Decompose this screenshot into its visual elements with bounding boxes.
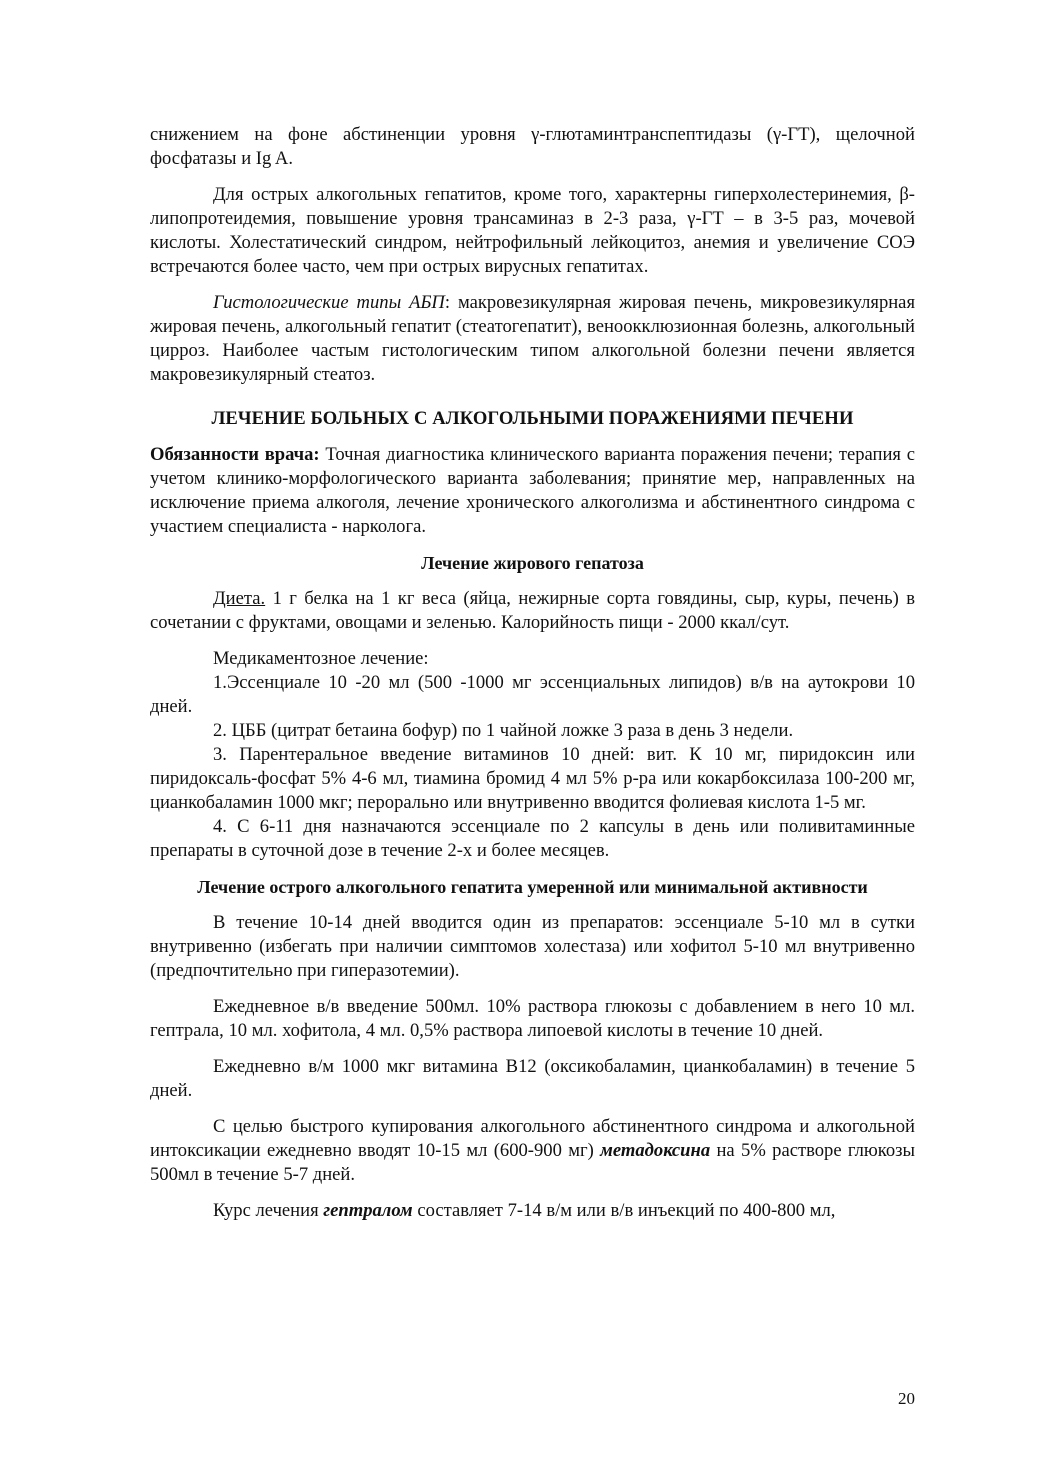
diet-text: 1 г белка на 1 кг веса (яйца, нежирные сорта говядины, сыр, куры, печень) в сочетании с фруктами, овощами и зеленью. Калорийность пищи - 2000 ккал/сут. [150,588,915,633]
heading-acute-hepatitis: Лечение острого алкогольного гепатита умеренной или минимальной активности [197,877,868,897]
metadoxine-pre: С целью быстрого купирования алкогольного абстинентного синдрома и алкогольной интоксикации ежедневно вводят 10-15 мл (600-900 мг) [150,1116,915,1161]
medication-item-3: 3. Парентеральное введение витаминов 10 дней: вит. К 10 мг, пиридоксин или пиридоксаль-фосфат 5% 4-6 мл, тиамина бромид 4 мл 5% р-ра или кокарбоксилаза 100-200 мг, цианкобаламин 1000 мкг; перорально или внутривенно вводится фолиевая кислота 1-5 мг. [150,744,915,813]
paragraph-acute-5 [150,1199,915,1223]
paragraph-acute-2: Ежедневное в/в введение 500мл. 10% раствора глюкозы с добавлением в него 10 мл. гептрала, 10 мл. хофитола, 4 мл. 0,5% раствора липоевой кислоты в течение 10 дней. [150,996,915,1041]
medication-item-2: 2. ЦББ (цитрат бетаина бофур) по 1 чайной ложке 3 раза в день 3 недели. [213,720,794,741]
duties-text: Точная диагностика клинического варианта поражения печени; терапия с учетом клинико-морфологического варианта заболевания; принятие мер, направленных на исключение приема алкоголя, лечение хронического алкоголизма и абстинентного синдрома с участием специалиста - нарколога. [150,444,915,537]
document-page [150,123,915,1223]
histology-text: : макровезикулярная жировая печень, микровезикулярная жировая печень, алкогольный гепатит (стеатогепатит), веноокклюзионная болезнь, алкогольный цирроз. Наиболее частым гистологическим типом алкогольной болезни печени является макровезикулярный стеатоз. [150,292,915,385]
heptral-pre: Курс лечения [213,1200,324,1221]
paragraph-histology [150,291,915,387]
duties-label: Обязанности врача: [150,444,320,465]
metadoxine-drug: метадоксина [600,1140,711,1161]
paragraph-acute-1: В течение 10-14 дней вводится один из препаратов: эссенциале 5-10 мл в сутки внутривенно (избегать при наличии симптомов холестаза) или хофитол 5-10 мл внутривенно (предпочтительно при гиперазотемии). [150,912,915,981]
heading-fatty-hepatosis: Лечение жирового гепатоза [421,553,644,573]
heptral-drug: гептралом [323,1200,413,1221]
histology-label: Гистологические типы АБП [213,292,445,313]
heptral-post: составляет 7-14 в/м или в/в инъекций по 400-800 мл, [412,1200,836,1221]
metadoxine-post: на 5% растворе глюкозы 500мл в течение 5-7 дней. [150,1140,915,1185]
paragraph-acute-4 [150,1115,915,1187]
page-number: 20 [898,1389,915,1408]
diet-label: Диета. [213,588,266,609]
medication-item-4: 4. С 6-11 дня назначаются эссенциале по 2 капсулы в день или поливитаминные препараты в суточной дозе в течение 2-х и более месяцев. [150,816,915,861]
paragraph-diet [150,587,915,635]
paragraph-acute-3: Ежедневно в/м 1000 мкг витамина В12 (оксикобаламин, цианкобаламин) в течение 5 дней. [150,1056,915,1101]
paragraph-acute-hepatitis-labs: Для острых алкогольных гепатитов, кроме того, характерны гиперхолестеринемия, β-липопротеидемия, повышение уровня трансаминаз в 2-3 раза, γ-ГТ – в 3-5 раз, мочевой кислоты. Холестатический синдром, нейтрофильный лейкоцитоз, анемия и увеличение СОЭ встречаются более часто, чем при острых вирусных гепатитах. [150,184,915,277]
medication-item-1: 1.Эссенциале 10 -20 мл (500 -1000 мг эссенциальных липидов) в/в на аутокрови 10 дней. [150,672,915,717]
paragraph-ggt: снижением на фоне абстиненции уровня γ-глютаминтранспептидазы (γ-ГТ), щелочной фосфатазы и Ig A. [150,124,915,169]
medication-title: Медикаментозное лечение: [213,648,429,669]
paragraph-duties [150,443,915,539]
heading-treatment: ЛЕЧЕНИЕ БОЛЬНЫХ С АЛКОГОЛЬНЫМИ ПОРАЖЕНИЯМИ ПЕЧЕНИ [211,408,854,429]
